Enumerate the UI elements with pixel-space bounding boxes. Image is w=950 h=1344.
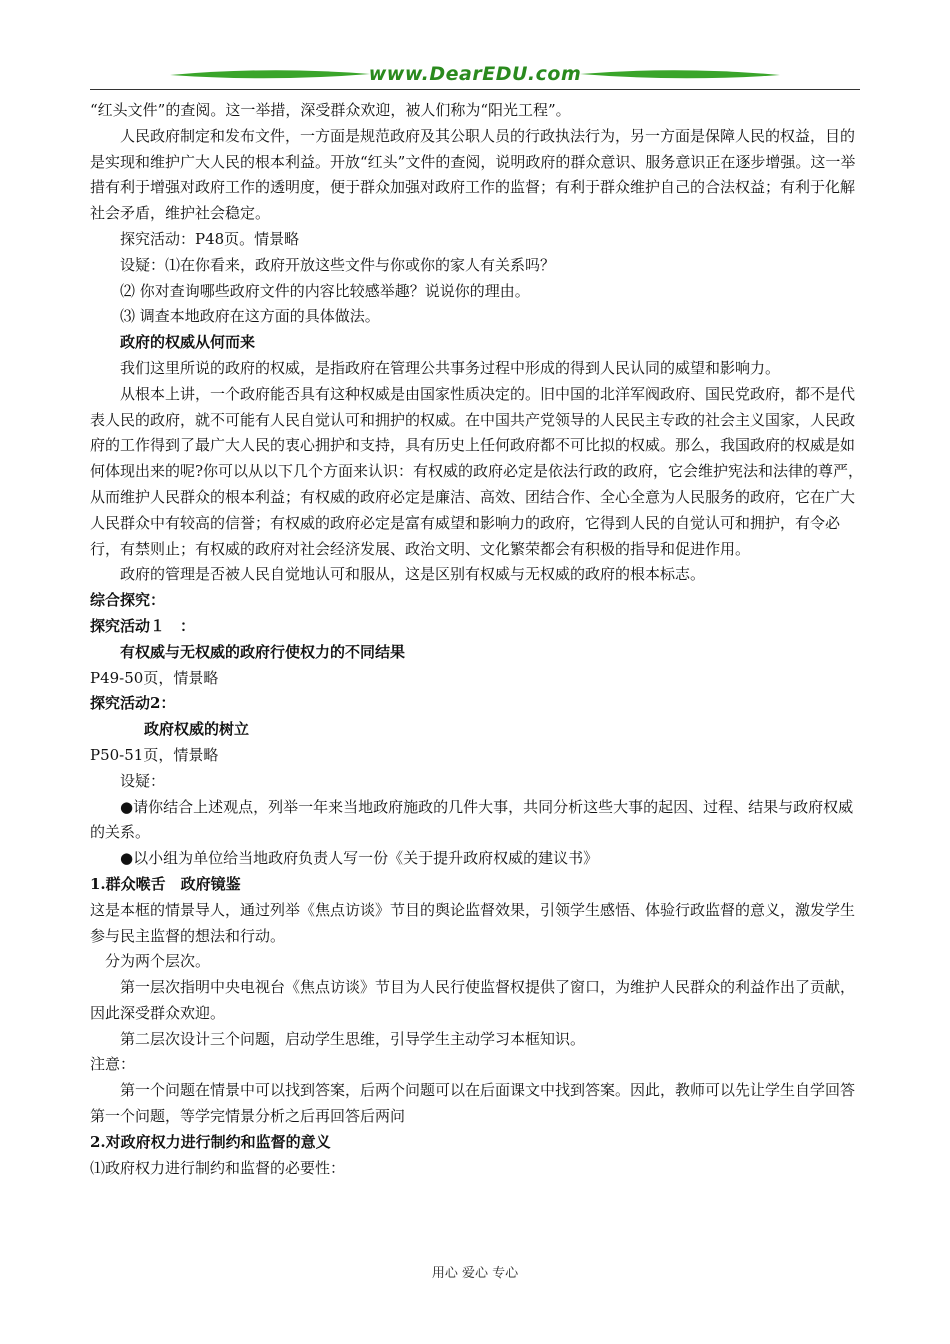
activity-title: 有权威与无权威的政府行使权力的不同结果 <box>120 642 406 661</box>
page-reference: P49-50页，情景略 <box>90 668 219 687</box>
paragraph: 我们这里所说的政府的权威，是指政府在管理公共事务过程中形成的得到人民认同的威望和影响力。 <box>120 358 781 377</box>
paragraph: “红头文件”的查阅。这一举措，深受群众欢迎，被人们称为“阳光工程”。 <box>90 101 571 119</box>
paragraph: 政府的管理是否被人民自觉地认可和服从，这是区别有权威与无权威的政府的根本标志。 <box>120 565 706 584</box>
document-body <box>90 98 865 1181</box>
question-item: ⑵ 你对查询哪些政府文件的内容比较感举趣？说说你的理由。 <box>120 281 530 300</box>
paragraph: 从根本上讲，一个政府能否具有这种权威是由国家性质决定的。旧中国的北洋军阀政府、国民党政府，都不是代表人民的政府，就不可能有人民自觉认可和拥护的权威。在中国共产党领导的人民民主专政的社会主义国家，人民政府的工作得到了最广大人民的衷心拥护和支持，具有历史上任何政府都不可比拟的权威。那么，我国政府的权威是如何体现出来的呢?你可以从以下几个方面来认识：有权威的政府必定是依法行政的政府，它会维护宪法和法律的尊严，从而维护人民群众的根本利益；有权威的政府必定是廉洁、高效、团结合作、全心全意为人民服务的政府，它在广大人民群众中有较高的信誉；有权威的政府必定是富有威望和影响力的政府，它得到人民的自觉认可和拥护，有令必行，有禁则止；有权威的政府对社会经济发展、政治文明、文化繁荣都会有积极的指导和促进作用。 <box>90 384 864 558</box>
question-item: ⑶ 调查本地政府在这方面的具体做法。 <box>120 307 380 326</box>
paragraph: ⑴政府权力进行制约和监督的必要性： <box>90 1158 346 1177</box>
activity-note: 探究活动：P48页。情景略 <box>120 229 300 248</box>
section-heading: 综合探究： <box>90 591 166 610</box>
section-heading: 2.对政府权力进行制约和监督的意义 <box>90 1132 331 1151</box>
activity-title: 政府权威的树立 <box>144 720 250 739</box>
paragraph: 这是本框的情景导人，通过列举《焦点访谈》节目的舆论监督效果，引领学生感悟、体验行政监督的意义，激发学生参与民主监督的想法和行动。 <box>90 900 856 945</box>
paragraph: 第一个问题在情景中可以找到答案，后两个问题可以在后面课文中找到答案。因此，教师可以先让学生自学回答第一个问题，等学完情景分析之后再回答后两问 <box>90 1081 856 1126</box>
activity-heading: 探究活动2： <box>90 694 176 713</box>
paragraph: 第一层次指明中央电视台《焦点访谈》节目为人民行使监督权提供了窗口，为维护人民群众的利益作出了贡献，因此深受群众欢迎。 <box>90 978 856 1022</box>
page-header <box>90 62 860 90</box>
site-brand-logo: www.DearEDU.com <box>368 63 582 85</box>
bullet-item: ●以小组为单位给当地政府负责人写一份《关于提升政府权威的建议书》 <box>120 849 599 868</box>
page-reference: P50-51页，情景略 <box>90 745 219 764</box>
paragraph: 分为两个层次。 <box>105 952 211 971</box>
page-footer: 用心 爱心 专心 <box>431 1266 519 1281</box>
section-heading: 1.群众喉舌 政府镜鉴 <box>90 874 241 893</box>
bullet-item: ●请你结合上述观点，列举一年来当地政府施政的几件大事，共同分析这些大事的起因、过程、结果与政府权威的关系。 <box>90 797 854 842</box>
swoosh-right-decoration <box>580 68 780 82</box>
paragraph: 第二层次设计三个问题，启动学生思维，引导学生主动学习本框知识。 <box>120 1029 586 1048</box>
paragraph: 人民政府制定和发布文件，一方面是规范政府及其公职人员的行政执法行为，另一方面是保障人民的权益，目的是实现和维护广大人民的根本利益。开放“红头”文件的查阅，说明政府的群众意识、服务意识正在逐步增强。这一举措有利于增强对政府工作的透明度，便于群众加强对政府工作的监督；有利于群众维护自己的合法权益；有利于化解社会矛盾，维护社会稳定。 <box>90 126 856 223</box>
activity-heading: 探究活动１ ： <box>90 616 196 635</box>
section-heading: 政府的权威从何而来 <box>120 333 256 352</box>
header-rule <box>90 89 860 90</box>
question-item: 设疑：⑴在你看来，政府开放这些文件与你或你的家人有关系吗？ <box>120 255 556 274</box>
note-label: 注意： <box>90 1055 136 1074</box>
question-label: 设疑： <box>120 771 166 790</box>
